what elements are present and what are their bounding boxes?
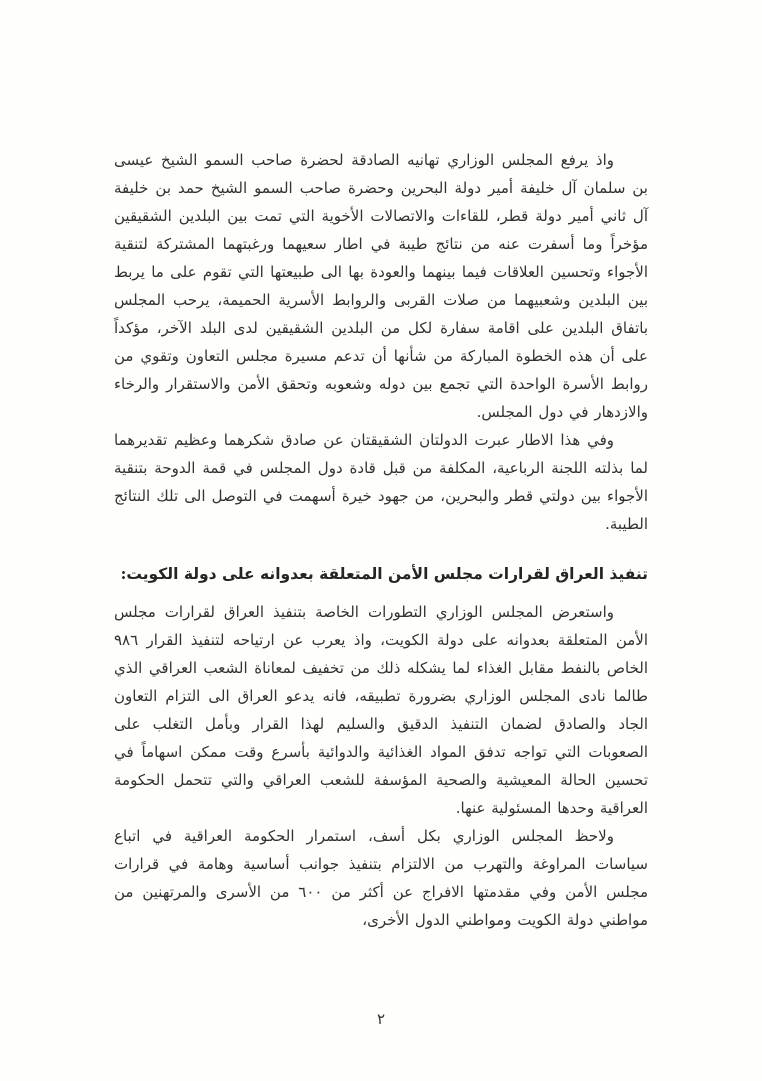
section-heading-iraq-resolutions: تنفيذ العراق لقرارات مجلس الأمن المتعلقة بعدوانه على دولة الكويت: <box>120 564 648 583</box>
page-number: ٢ <box>376 1010 386 1028</box>
paragraph-resolution-986: واستعرض المجلس الوزاري التطورات الخاصة بتنفيذ العراق لقرارات مجلس الأمن المتعلقة بعدوانه على دولة الكويت، واذ يعرب عن ارتياحه لتنفيذ القرار ٩٨٦ الخاص بالنفط مقابل الغذاء لما يشكله ذلك من تخفيف لمعاناة الشعب العراقي الذي طالما نادى المجلس الوزاري بضرورة تطبيقه، فانه يدعو العراق الى التزام التعاون الجاد والصادق لضمان التنفيذ الدقيق والسليم لهذا القرار وبأمل التغلب على الصعوبات التي تواجه تدفق المواد الغذائية والدوائية بأسرع وقت ممكن اسهاماً في تحسين الحالة المعيشية والصحية المؤسفة للشعب العراقي والتي تتحمل الحكومة العراقية وحدها المسئولية عنها. <box>114 603 648 817</box>
paragraph-congratulations: واذ يرفع المجلس الوزاري تهانيه الصادقة لحضرة صاحب السمو الشيخ عيسى بن سلمان آل خليفة أمير دولة البحرين وحضرة صاحب السمو الشيخ حمد بن خليفة آل ثاني أمير دولة قطر، للقاءات والاتصالات الأخوية التي تمت بين البلدين الشقيقين مؤخراً وما أسفرت عنه من نتائج طيبة في اطار سعيهما ورغبتهما المشتركة لتنقية الأجواء وتحسين العلاقات فيما بينهما والعودة بها الى طبيعتها التي تقوم على ما يربط بين البلدين وشعبيهما من صلات القربى والروابط الأسرية الحميمة، يرحب المجلس باتفاق البلدين على اقامة سفارة لكل من البلدين الشقيقين لدى البلد الآخر، مؤكداً على أن هذه الخطوة المباركة من شأنها أن تدعم مسيرة مجلس التعاون وتقوي من روابط الأسرة الواحدة التي تجمع بين دوله وشعوبه وتحقق الأمن والاستقرار والرخاء والازدهار في دول المجلس. <box>114 151 648 421</box>
paragraph-iraq-evasion: ولاحظ المجلس الوزاري بكل أسف، استمرار الحكومة العراقية في اتباع سياسات المراوغة والتهرب من الالتزام بتنفيذ جوانب أساسية وهامة في قرارات مجلس الأمن وفي مقدمتها الافراج عن أكثر من ٦٠٠ من الأسرى والمرتهنين من مواطني دولة الكويت ومواطني الدول الأخرى، <box>114 827 648 929</box>
paragraph-quadripartite-committee: وفي هذا الاطار عبرت الدولتان الشقيقتان عن صادق شكرهما وعظيم تقديرهما لما بذلته اللجنة الرباعية، المكلفة من قبل قادة دول المجلس في قمة الدوحة بتنقية الأجواء بين دولتي قطر والبحرين، من جهود خيرة أسهمت في التوصل الى تلك النتائج الطيبة. <box>114 431 648 533</box>
page-body <box>114 146 648 934</box>
